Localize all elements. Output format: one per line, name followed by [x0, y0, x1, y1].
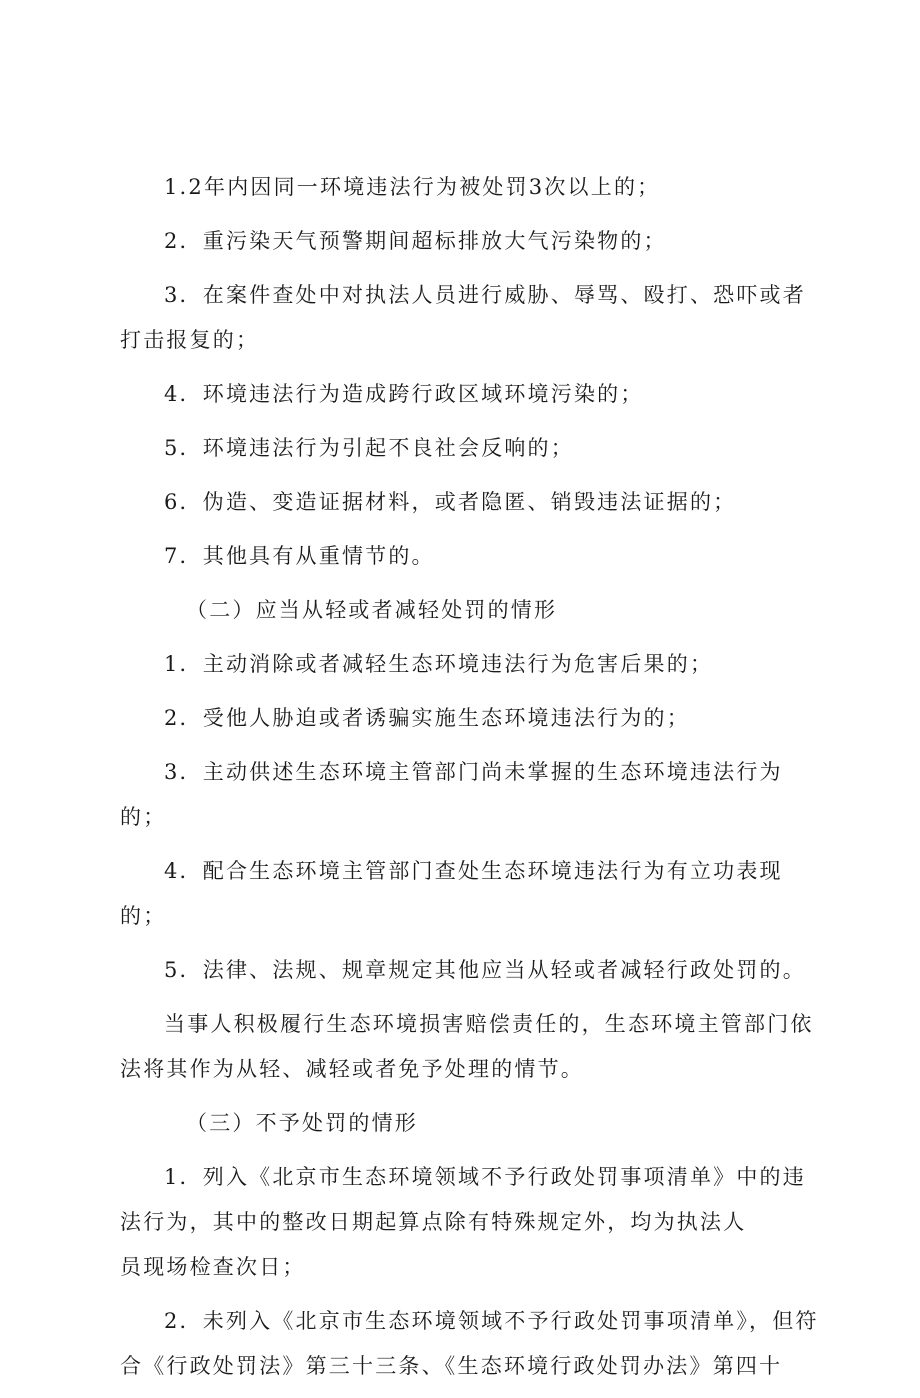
paragraph-mitigating-4: 4．配合生态环境主管部门查处生态环境违法行为有立功表现的； — [120, 859, 783, 928]
paragraph-aggravating-6: 6．伪造、变造证据材料，或者隐匿、销毁违法证据的； — [164, 490, 737, 514]
paragraph-aggravating-3: 3．在案件查处中对执法人员进行威胁、辱骂、殴打、恐吓或者打击报复的； — [120, 283, 806, 352]
paragraph-no-penalty-1-continued: 员现场检查次日； — [120, 1255, 306, 1279]
paragraph-aggravating-1: 1.2年内因同一环境违法行为被处罚3次以上的； — [164, 175, 661, 199]
paragraph-no-penalty-2: 2．未列入《北京市生态环境领域不予行政处罚事项清单》，但符合《行政处罚法》第三十三条、《生态环境行政处罚办法》第四十 — [120, 1309, 819, 1378]
paragraph-mitigating-5: 5．法律、法规、规章规定其他应当从轻或者减轻行政处罚的。 — [164, 958, 806, 982]
paragraph-compensation: 当事人积极履行生态环境损害赔偿责任的，生态环境主管部门依法将其作为从轻、减轻或者免予处理的情节。 — [120, 1012, 814, 1081]
paragraph-aggravating-4: 4．环境违法行为造成跨行政区域环境污染的； — [164, 382, 644, 406]
section-heading-mitigating: （二）应当从轻或者减轻处罚的情形 — [186, 598, 558, 622]
paragraph-aggravating-7: 7．其他具有从重情节的。 — [164, 544, 435, 568]
paragraph-mitigating-1: 1．主动消除或者减轻生态环境违法行为危害后果的； — [164, 652, 714, 676]
paragraph-mitigating-3: 3．主动供述生态环境主管部门尚未掌握的生态环境违法行为的； — [120, 760, 783, 829]
paragraph-mitigating-2: 2．受他人胁迫或者诱骗实施生态环境违法行为的； — [164, 706, 690, 730]
section-heading-no-penalty: （三）不予处罚的情形 — [186, 1111, 418, 1135]
paragraph-no-penalty-1: 1．列入《北京市生态环境领域不予行政处罚事项清单》中的违法行为，其中的整改日期起算点除有特殊规定外，均为执法人 — [120, 1165, 806, 1234]
paragraph-aggravating-5: 5．环境违法行为引起不良社会反响的； — [164, 436, 574, 460]
paragraph-aggravating-2: 2．重污染天气预警期间超标排放大气污染物的； — [164, 229, 667, 253]
document-body — [120, 165, 820, 1398]
